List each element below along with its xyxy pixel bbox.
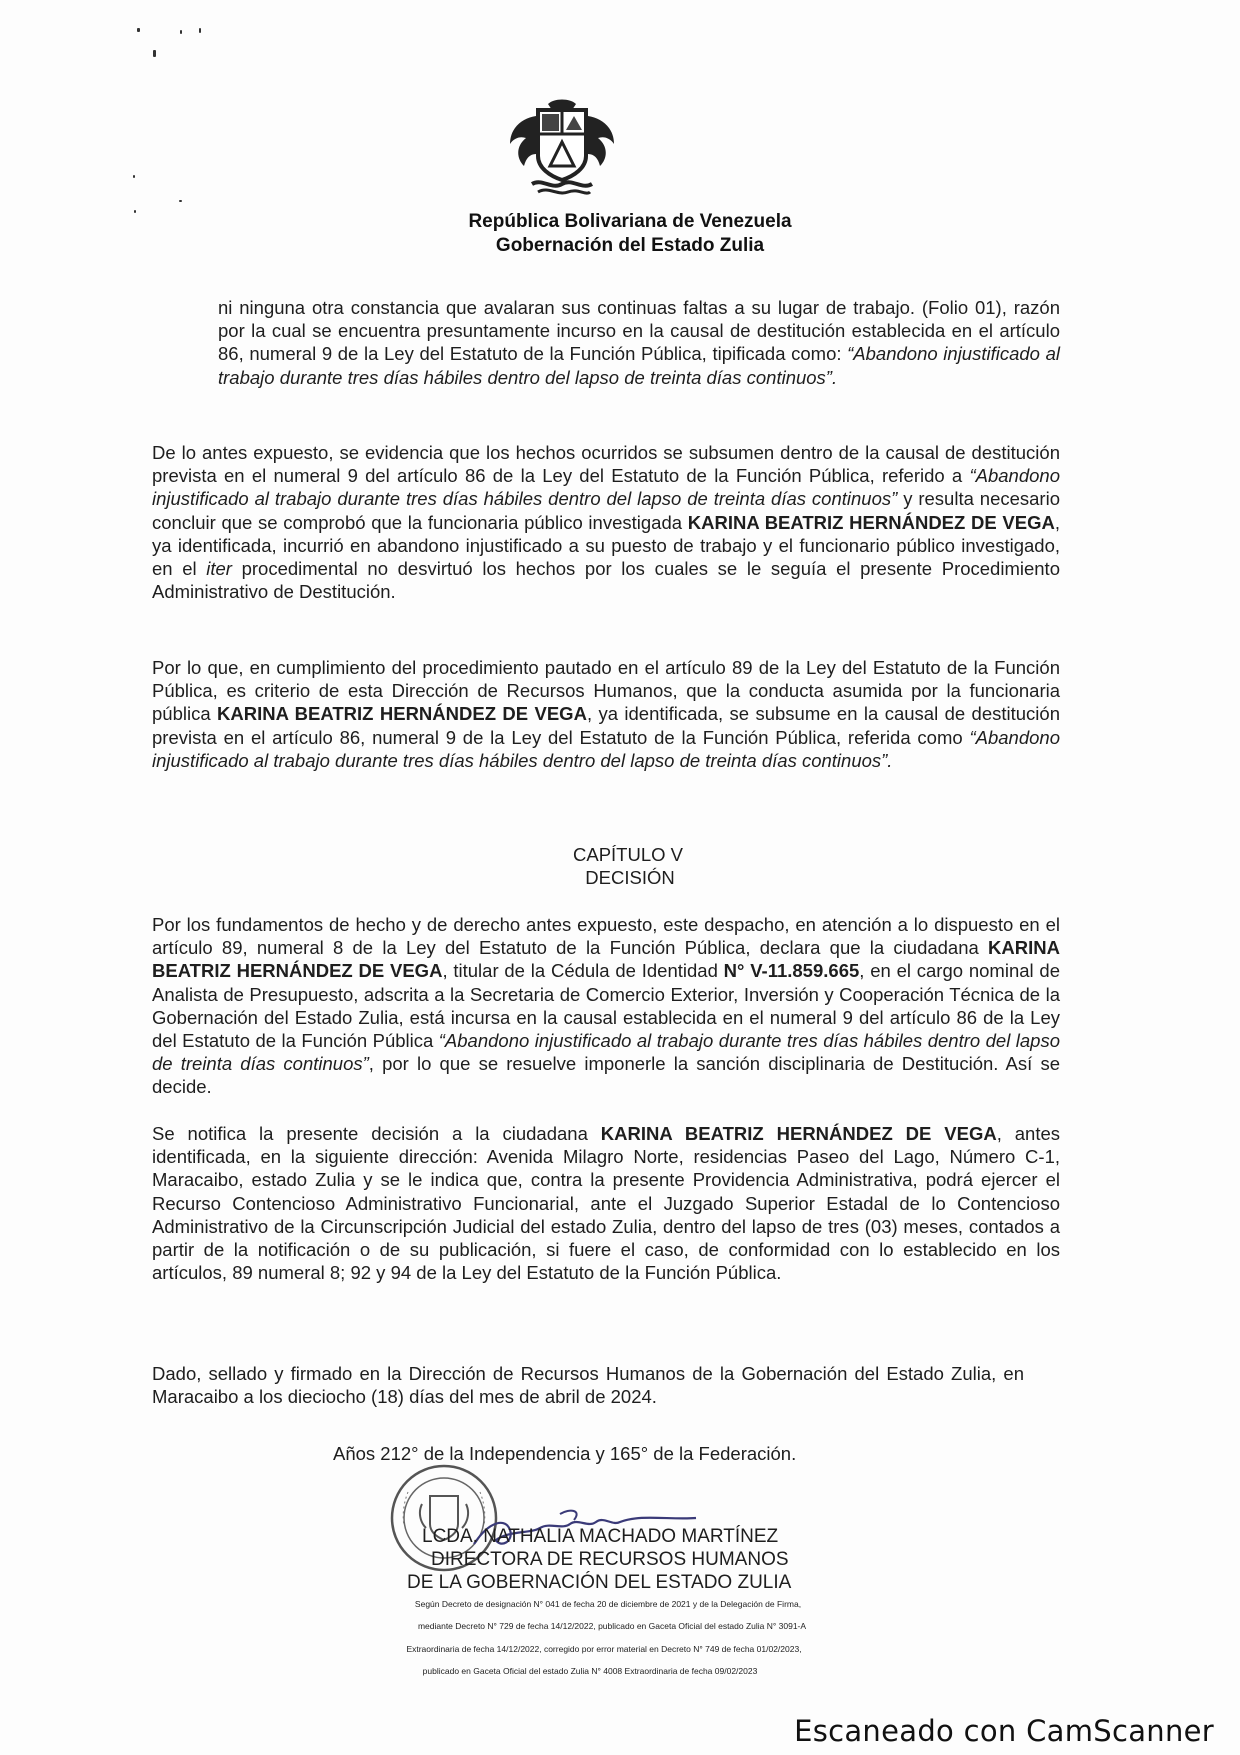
legal-quote: “Abandono injustificado al trabajo durante tres días hábiles dentro del lapso de treinta días continuos”	[152, 1030, 1060, 1075]
decree-line: publicado en Gaceta Oficial del estado Zulia N° 4008 Extraordinaria de fecha 09/02/2023	[422, 1666, 758, 1676]
paragraph-text: , ya identificada, incurrió en abandono injustificado a su puesto de trabajo y el funcionario público investigado, en el	[152, 511, 1060, 580]
years-line: Años 212° de la Independencia y 165° de la Federación.	[333, 1443, 797, 1464]
paragraph-text: , ya identificada, se subsume en la causal de destitución prevista en el artículo 86, numeral 9 de la Ley del Estatuto de la Función Pública, referida como	[152, 703, 1060, 748]
scan-speck	[133, 175, 135, 178]
scanner-watermark: Escaneado con CamScanner	[794, 1714, 1214, 1748]
paragraph-decision	[152, 913, 1060, 1099]
id-number: N° V-11.859.665	[723, 960, 860, 982]
decree-line: mediante Decreto N° 729 de fecha 14/12/2022, publicado en Gaceta Oficial del estado Zulia N° 3091-A	[417, 1621, 807, 1631]
legal-quote: “Abandono injustificado al trabajo durante tres días hábiles dentro del lapso de treinta días continuos”.	[152, 726, 1060, 771]
scan-speck	[180, 30, 182, 34]
paragraph-text: , en el cargo nominal de Analista de Presupuesto, adscrita a la Secretaria de Comercio Exterior, Inversión y Cooperación Técnica de la Gobernación del Estado Zulia, está incursa en la causal establecida en el numeral 9 del artículo 86 de la Ley del Estatuto de la Función Pública	[152, 960, 1060, 1052]
decree-line: Según Decreto de designación N° 041 de fecha 20 de diciembre de 2021 y de la Delegación de Firma,	[414, 1599, 802, 1609]
person-name: KARINA BEATRIZ HERNÁNDEZ DE VEGA	[600, 1123, 997, 1144]
scan-speck	[199, 28, 201, 33]
paragraph-text: De lo antes expuesto, se evidencia que los hechos ocurridos se subsumen dentro de la causal de destitución prevista en el numeral 9 del artículo 86 de la Ley del Estatuto de la Función Pública, referido a	[152, 442, 1060, 487]
paragraph-text: ni ninguna otra constancia que avalaran sus continuas faltas a su lugar de trabajo. (Folio 01), razón por la cual se encuentra presuntamente incurso en la causal de destitución establecida en el artículo 86, numeral 9 de la Ley del Estatuto de la Función Pública, tipificada como:	[218, 297, 1060, 365]
person-name: KARINA BEATRIZ HERNÁNDEZ DE VEGA	[687, 511, 1055, 533]
paragraph-text: y resulta necesario concluir que se comprobó que la funcionaria público investigada	[152, 488, 1060, 533]
paragraph-text: , antes identificada, en la siguiente dirección: Avenida Milagro Norte, residencias Paseo del Lago, Número C-1, Maracaibo, estado Zulia y se le indica que, contra la presente Providencia Administrativa, podrá ejercer el Recurso Contencioso Administrativo Funcionarial, ante el Juzgado Superior Estadal de lo Contencioso Administrativo de la Circunscripción Judicial del estado Zulia, dentro del lapso de tres (03) meses, contados a partir de la notificación o de su publicación, si fuere el caso, de conformidad con lo establecido en los artículos, 89 numeral 8; 92 y 94 de la Ley del Estatuto de la Función Pública.	[152, 1123, 1060, 1284]
person-name: KARINA BEATRIZ HERNÁNDEZ DE VEGA	[152, 937, 1060, 982]
header-government: Gobernación del Estado Zulia	[495, 235, 765, 256]
chapter-title: DECISIÓN	[585, 867, 675, 888]
iter-term: iter	[206, 558, 232, 580]
paragraph-3	[152, 656, 1060, 772]
signer-title: DIRECTORA DE RECURSOS HUMANOS	[431, 1549, 789, 1570]
paragraph-text: Se notifica la presente decisión a la ciudadana	[152, 1123, 601, 1144]
chapter-number: CAPÍTULO V	[573, 844, 683, 865]
legal-quote: “Abandono injustificado al trabajo durante tres días hábiles dentro del lapso de treinta días continuos”.	[218, 343, 1060, 388]
paragraph-text: Por lo que, en cumplimiento del procedimiento pautado en el artículo 89 de la Ley del Estatuto de la Función Pública, es criterio de esta Dirección de Recursos Humanos, que la conducta asumida por la funcionaria pública	[152, 657, 1060, 725]
scan-speck	[137, 28, 140, 32]
signer-office: DE LA GOBERNACIÓN DEL ESTADO ZULIA	[407, 1572, 792, 1593]
legal-quote: “Abandono injustificado al trabajo durante tres días hábiles dentro del lapso de treinta días continuos”	[152, 465, 1060, 510]
paragraph-text: procedimental no desvirtuó los hechos por los cuales se le seguía el presente Procedimiento Administrativo de Destitución.	[152, 558, 1060, 603]
person-name: KARINA BEATRIZ HERNÁNDEZ DE VEGA	[217, 703, 587, 725]
signer-name: LCDA. NATHALIA MACHADO MARTÍNEZ	[422, 1526, 779, 1547]
coat-of-arms-icon	[502, 96, 622, 200]
paragraph-text: , titular de la Cédula de Identidad	[442, 960, 724, 982]
decree-line: Extraordinaria de fecha 14/12/2022, corregido por error material en Decreto N° 749 de fecha 01/02/2023,	[406, 1644, 802, 1654]
paragraph-text: Por los fundamentos de hecho y de derecho antes expuesto, este despacho, en atención a lo dispuesto en el artículo 89, numeral 8 de la Ley del Estatuto de la Función Pública, declara que la ciudadana	[152, 914, 1060, 959]
header-country: República Bolivariana de Venezuela	[468, 211, 792, 232]
scan-speck	[179, 200, 182, 202]
scan-speck	[153, 50, 156, 57]
paragraph-1	[218, 296, 1060, 389]
paragraph-notification	[152, 1122, 1060, 1284]
paragraph-signed: Dado, sellado y firmado en la Dirección de Recursos Humanos de la Gobernación del Estado Zulia, en Maracaibo a los dieciocho (18) días del mes de abril de 2024.	[152, 1363, 1024, 1408]
paragraph-text: , por lo que se resuelve imponerle la sanción disciplinaria de Destitución. Así se decide.	[152, 1053, 1060, 1098]
paragraph-2	[152, 441, 1060, 603]
